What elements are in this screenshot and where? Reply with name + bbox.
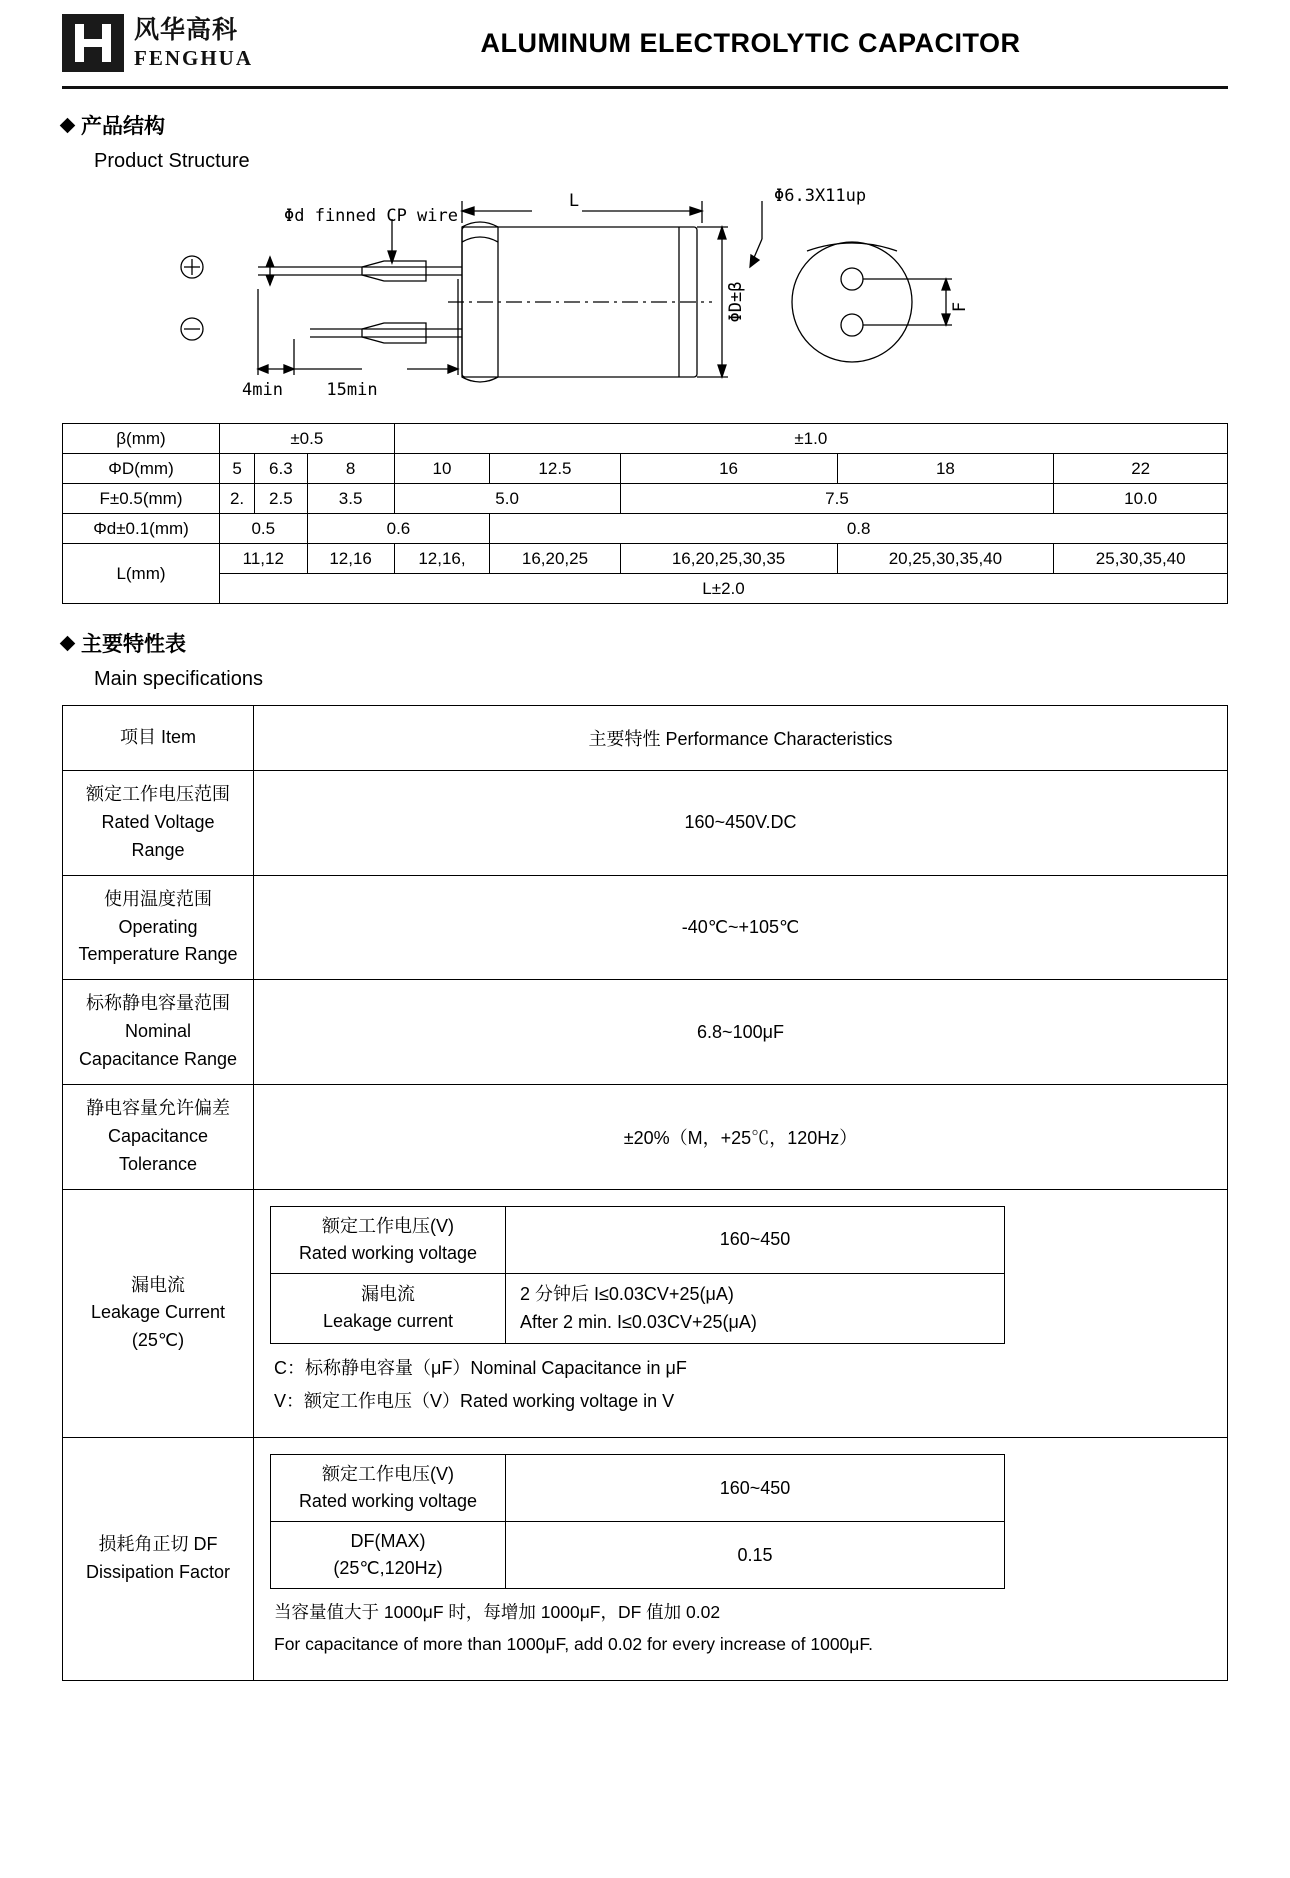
value-line: After 2 min. I≤0.03CV+25(μA) — [520, 1312, 757, 1333]
label-line: DF(MAX) — [350, 1531, 426, 1552]
leakage-notes — [270, 1352, 1211, 1417]
dim-cell: 16,20,25,30,35 — [620, 544, 837, 574]
diamond-bullet-icon — [60, 117, 76, 133]
drawing-label-L: L — [568, 191, 580, 211]
dim-cell: 16 — [620, 454, 837, 484]
table-row-capacitance-tolerance — [63, 1085, 1228, 1190]
drawing-label-phi-top: Φ6.3X11up — [774, 186, 867, 206]
leakage-current-label — [271, 1273, 506, 1344]
dim-cell: 20,25,30,35,40 — [837, 544, 1054, 574]
dim-cell: 12.5 — [490, 454, 620, 484]
diamond-bullet-icon — [60, 635, 76, 651]
dim-cell: 16,20,25 — [490, 544, 620, 574]
drawing-label-4min: 4min — [242, 380, 283, 400]
df-max-value: 0.15 — [506, 1522, 1005, 1589]
item-line: 漏电流 — [131, 1274, 185, 1295]
drawing-label-F: F — [950, 301, 970, 313]
dim-cell: 0.5 — [220, 514, 308, 544]
table-row — [63, 454, 1228, 484]
label-line: 额定工作电压(V) — [322, 1215, 454, 1236]
header-divider — [62, 86, 1228, 89]
dim-cell: 2.5 — [255, 484, 307, 514]
drawing-label-15min: 15min — [326, 380, 378, 400]
dissipation-inner-wrap — [260, 1448, 1221, 1670]
table-row — [63, 544, 1228, 574]
header-performance: 主要特性 Performance Characteristics — [254, 706, 1228, 771]
fenghua-logo-icon — [62, 14, 124, 72]
table-row — [271, 1455, 1005, 1522]
dim-cell: 11,12 — [220, 544, 308, 574]
table-row-operating-temperature — [63, 875, 1228, 980]
drawing-label-wire: Φd finned CP wire — [284, 206, 458, 226]
table-row-dissipation-factor — [63, 1438, 1228, 1681]
table-row — [63, 514, 1228, 544]
table-row-rated-voltage — [63, 771, 1228, 876]
leakage-current-value — [506, 1273, 1005, 1344]
item-line: 使用温度范围 — [104, 888, 212, 909]
leakage-voltage-label — [271, 1206, 506, 1273]
table-row — [63, 424, 1228, 454]
dim-cell: 10 — [394, 454, 490, 484]
label-line: 漏电流 — [361, 1284, 415, 1305]
value-capacitance-tolerance: ±20%（M，+25℃，120Hz） — [254, 1085, 1228, 1190]
item-line: 静电容量允许偏差 — [86, 1098, 230, 1119]
value-operating-temperature: -40℃~+105℃ — [254, 875, 1228, 980]
note-line: For capacitance of more than 1000μF, add 0.02 for every increase of 1000μF. — [274, 1633, 873, 1654]
df-voltage-label — [271, 1455, 506, 1522]
dim-cell: 3.5 — [307, 484, 394, 514]
section-specs-cn-text: 主要特性表 — [81, 633, 186, 656]
item-line: Capacitance — [107, 1125, 209, 1146]
logo-english-name: FENGHUA — [134, 45, 253, 70]
section-main-specifications — [62, 628, 1228, 691]
item-label-leakage — [63, 1189, 254, 1437]
dim-cell: 12,16 — [307, 544, 394, 574]
dim-row-label: Φd±0.1(mm) — [63, 514, 220, 544]
item-line: Dissipation Factor — [85, 1562, 231, 1583]
dim-cell: 7.5 — [620, 484, 1054, 514]
item-line: Operating — [118, 916, 198, 937]
item-label — [63, 1085, 254, 1190]
dim-cell: 18 — [837, 454, 1054, 484]
dim-cell: 25,30,35,40 — [1054, 544, 1228, 574]
dim-cell: 0.6 — [307, 514, 490, 544]
product-drawing — [62, 179, 1228, 409]
table-row — [63, 574, 1228, 604]
leakage-inner-wrap — [260, 1200, 1221, 1427]
value-line: 2 分钟后 I≤0.03CV+25(μA) — [520, 1283, 734, 1304]
section-heading-specs-cn — [62, 628, 1228, 658]
note-line: 当容量值大于 1000μF 时，每增加 1000μF，DF 值加 0.02 — [274, 1602, 721, 1623]
item-label — [63, 771, 254, 876]
item-line: Rated Voltage — [101, 811, 215, 832]
note-line: V：额定工作电压（V）Rated working voltage in V — [274, 1390, 675, 1411]
label-line: Rated working voltage — [298, 1242, 478, 1263]
item-line: Leakage Current — [90, 1302, 226, 1323]
section-specs-en-text: Main specifications — [94, 668, 263, 690]
label-line: Leakage current — [322, 1311, 454, 1332]
table-header-row — [63, 706, 1228, 771]
section-product-structure — [62, 110, 1228, 173]
dim-cell: 0.8 — [490, 514, 1228, 544]
table-row — [271, 1273, 1005, 1344]
item-line: Capacitance Range — [78, 1049, 238, 1070]
table-row-leakage-current — [63, 1189, 1228, 1437]
note-line: C：标称静电容量（μF）Nominal Capacitance in μF — [274, 1358, 687, 1379]
label-line: 额定工作电压(V) — [322, 1464, 454, 1485]
table-row — [271, 1522, 1005, 1589]
item-line: 额定工作电压范围 — [86, 784, 230, 804]
dim-cell: 6.3 — [255, 454, 307, 484]
item-line: (25℃) — [131, 1330, 185, 1351]
main-specifications-table — [62, 705, 1228, 1681]
value-rated-voltage: 160~450V.DC — [254, 771, 1228, 876]
label-line: (25℃,120Hz) — [333, 1558, 443, 1579]
leakage-inner-table — [270, 1206, 1005, 1345]
item-label — [63, 980, 254, 1085]
section-structure-cn-text: 产品结构 — [81, 115, 165, 138]
dim-cell: ±1.0 — [394, 424, 1227, 454]
item-label-dissipation — [63, 1438, 254, 1681]
table-row-capacitance-range — [63, 980, 1228, 1085]
item-line: Tolerance — [118, 1153, 198, 1174]
item-line: Temperature Range — [78, 944, 238, 965]
drawing-label-D: ΦD±β — [726, 281, 746, 323]
df-max-label — [271, 1522, 506, 1589]
dim-cell: 22 — [1054, 454, 1228, 484]
dissipation-inner-table — [270, 1454, 1005, 1589]
dissipation-notes — [270, 1597, 1211, 1660]
dim-row-label: F±0.5(mm) — [63, 484, 220, 514]
item-line: Range — [131, 839, 185, 860]
leakage-voltage-value: 160~450 — [506, 1206, 1005, 1273]
section-structure-en-text: Product Structure — [94, 150, 250, 172]
df-voltage-value: 160~450 — [506, 1455, 1005, 1522]
dim-cell: 10.0 — [1054, 484, 1228, 514]
label-line: Rated working voltage — [298, 1491, 478, 1512]
dim-cell: 5.0 — [394, 484, 620, 514]
leakage-detail-cell — [254, 1189, 1228, 1437]
value-capacitance-range: 6.8~100μF — [254, 980, 1228, 1085]
logo-chinese-name: 风华高科 — [134, 15, 239, 44]
item-line: 损耗角正切 DF — [98, 1534, 218, 1555]
item-label — [63, 875, 254, 980]
dim-cell: ±0.5 — [220, 424, 395, 454]
table-row — [271, 1206, 1005, 1273]
header-item: 项目 Item — [63, 706, 254, 771]
item-line: 标称静电容量范围 — [86, 993, 230, 1014]
dim-cell: L±2.0 — [220, 574, 1228, 604]
item-line: Nominal — [124, 1021, 192, 1042]
dim-cell: 12,16, — [394, 544, 490, 574]
section-heading-structure-cn — [62, 110, 1228, 140]
dim-cell: 5 — [220, 454, 255, 484]
dim-row-label: β(mm) — [63, 424, 220, 454]
page-title: ALUMINUM ELECTROLYTIC CAPACITOR — [480, 27, 1021, 58]
dim-row-label: L(mm) — [63, 544, 220, 604]
table-row — [63, 484, 1228, 514]
dim-cell: 8 — [307, 454, 394, 484]
company-logo — [62, 14, 253, 72]
logo-bar-shape — [75, 39, 111, 47]
dim-row-label: ΦD(mm) — [63, 454, 220, 484]
dim-cell: 2. — [220, 484, 255, 514]
dimension-table — [62, 423, 1228, 604]
dissipation-detail-cell — [254, 1438, 1228, 1681]
logo-text — [134, 15, 253, 70]
page-header — [62, 0, 1228, 86]
